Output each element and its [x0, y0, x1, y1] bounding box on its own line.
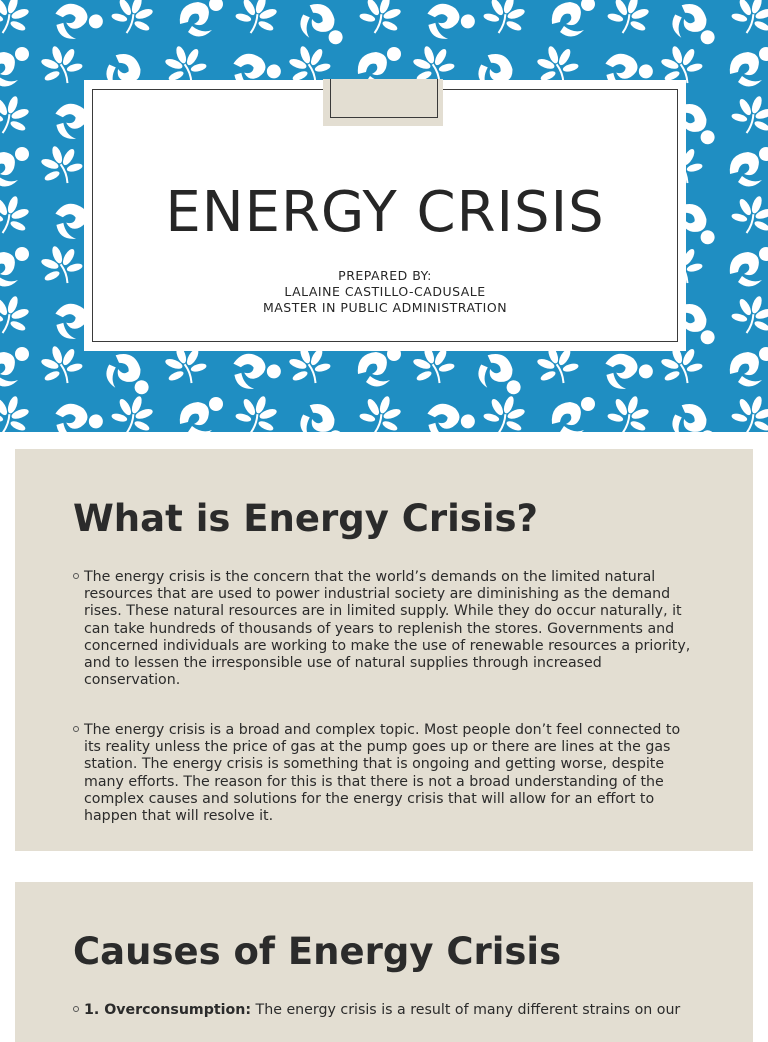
swirl-motif	[47, 0, 105, 51]
slide-what-is-energy-crisis	[15, 449, 753, 851]
swirl-motif	[419, 393, 477, 432]
leaf-motif	[107, 389, 158, 432]
leaf-motif	[727, 0, 768, 40]
swirl-motif	[47, 393, 105, 432]
swirl-motif	[0, 47, 29, 87]
presentation-title: ENERGY CRISIS	[165, 180, 605, 245]
bullet-item	[73, 569, 693, 689]
bullet-text: The energy crisis is a result of many different strains on our	[251, 1002, 681, 1018]
presenter-info	[84, 268, 686, 316]
leaf-motif	[603, 0, 654, 40]
leaf-motif	[35, 139, 86, 190]
bullet-icon	[73, 573, 79, 579]
swirl-motif	[730, 47, 768, 87]
swirl-motif	[669, 400, 715, 432]
leaf-motif	[727, 289, 768, 340]
title-slide	[0, 0, 768, 432]
leaf-motif	[727, 389, 768, 432]
leaf-motif	[107, 0, 158, 40]
leaf-motif	[0, 0, 35, 40]
leaf-motif	[727, 189, 768, 240]
bullet-lead: 1. Overconsumption:	[84, 1002, 252, 1018]
swirl-motif	[730, 347, 768, 387]
leaf-motif	[35, 39, 86, 90]
leaf-motif	[479, 0, 530, 40]
leaf-motif	[35, 239, 86, 290]
card-tab-decoration	[323, 79, 443, 126]
swirl-motif	[0, 147, 29, 187]
slide-causes-of-energy-crisis	[15, 882, 753, 1042]
swirl-motif	[597, 343, 655, 401]
swirl-motif	[297, 400, 343, 432]
bullet-icon	[73, 726, 79, 732]
leaf-motif	[479, 389, 530, 432]
leaf-motif	[231, 0, 282, 40]
leaf-motif	[231, 389, 282, 432]
leaf-motif	[0, 289, 35, 340]
bullet-text: The energy crisis is a broad and complex topic. Most people don’t feel connected to its reality unless the price of gas at the pump goes up or there are lines at the gas station. The energy crisis is something that is ongoing and getting worse, despite many efforts. The reason for this is that there is not a broad understanding of the complex causes and solutions for the energy crisis that will allow for an effort to happen that will resolve it.	[84, 722, 681, 825]
swirl-motif	[103, 350, 149, 399]
swirl-motif	[225, 343, 283, 401]
author-name: LALAINE CASTILLO-CADUSALE	[284, 284, 486, 299]
leaf-motif	[0, 89, 35, 140]
leaf-motif	[727, 89, 768, 140]
prepared-by-label: PREPARED BY:	[338, 268, 432, 283]
swirl-motif	[297, 0, 343, 49]
swirl-motif	[0, 247, 29, 287]
leaf-motif	[355, 0, 406, 40]
title-card	[84, 80, 686, 351]
swirl-motif	[358, 347, 401, 387]
swirl-motif	[475, 350, 521, 399]
leaf-motif	[603, 389, 654, 432]
swirl-motif	[669, 0, 715, 49]
swirl-motif	[730, 247, 768, 287]
swirl-motif	[419, 0, 477, 51]
author-degree: MASTER IN PUBLIC ADMINISTRATION	[262, 300, 508, 315]
swirl-motif	[552, 0, 595, 37]
leaf-motif	[0, 189, 35, 240]
swirl-motif	[0, 347, 29, 387]
swirl-motif	[552, 397, 595, 432]
swirl-motif	[730, 147, 768, 187]
swirl-motif	[180, 0, 223, 37]
leaf-motif	[35, 339, 86, 390]
slide-heading: Causes of Energy Crisis	[73, 930, 562, 973]
bullet-item	[73, 1002, 693, 1019]
swirl-motif	[180, 397, 223, 432]
slide-heading: What is Energy Crisis?	[73, 497, 538, 540]
bullet-text: The energy crisis is the concern that the world’s demands on the limited natural resources that are used to power industrial society are diminishing as the demand rises. These natural resources are in limited supply. While they do occur naturally, it can take hundreds of thousands of years to replenish the stores. Governments and concerned individuals are working to make the use of renewable resources a priority, and to lessen the irresponsible use of natural supplies through increased conservation.	[84, 569, 691, 689]
leaf-motif	[355, 389, 406, 432]
leaf-motif	[0, 389, 35, 432]
bullet-item	[73, 722, 693, 825]
bullet-icon	[73, 1006, 79, 1012]
